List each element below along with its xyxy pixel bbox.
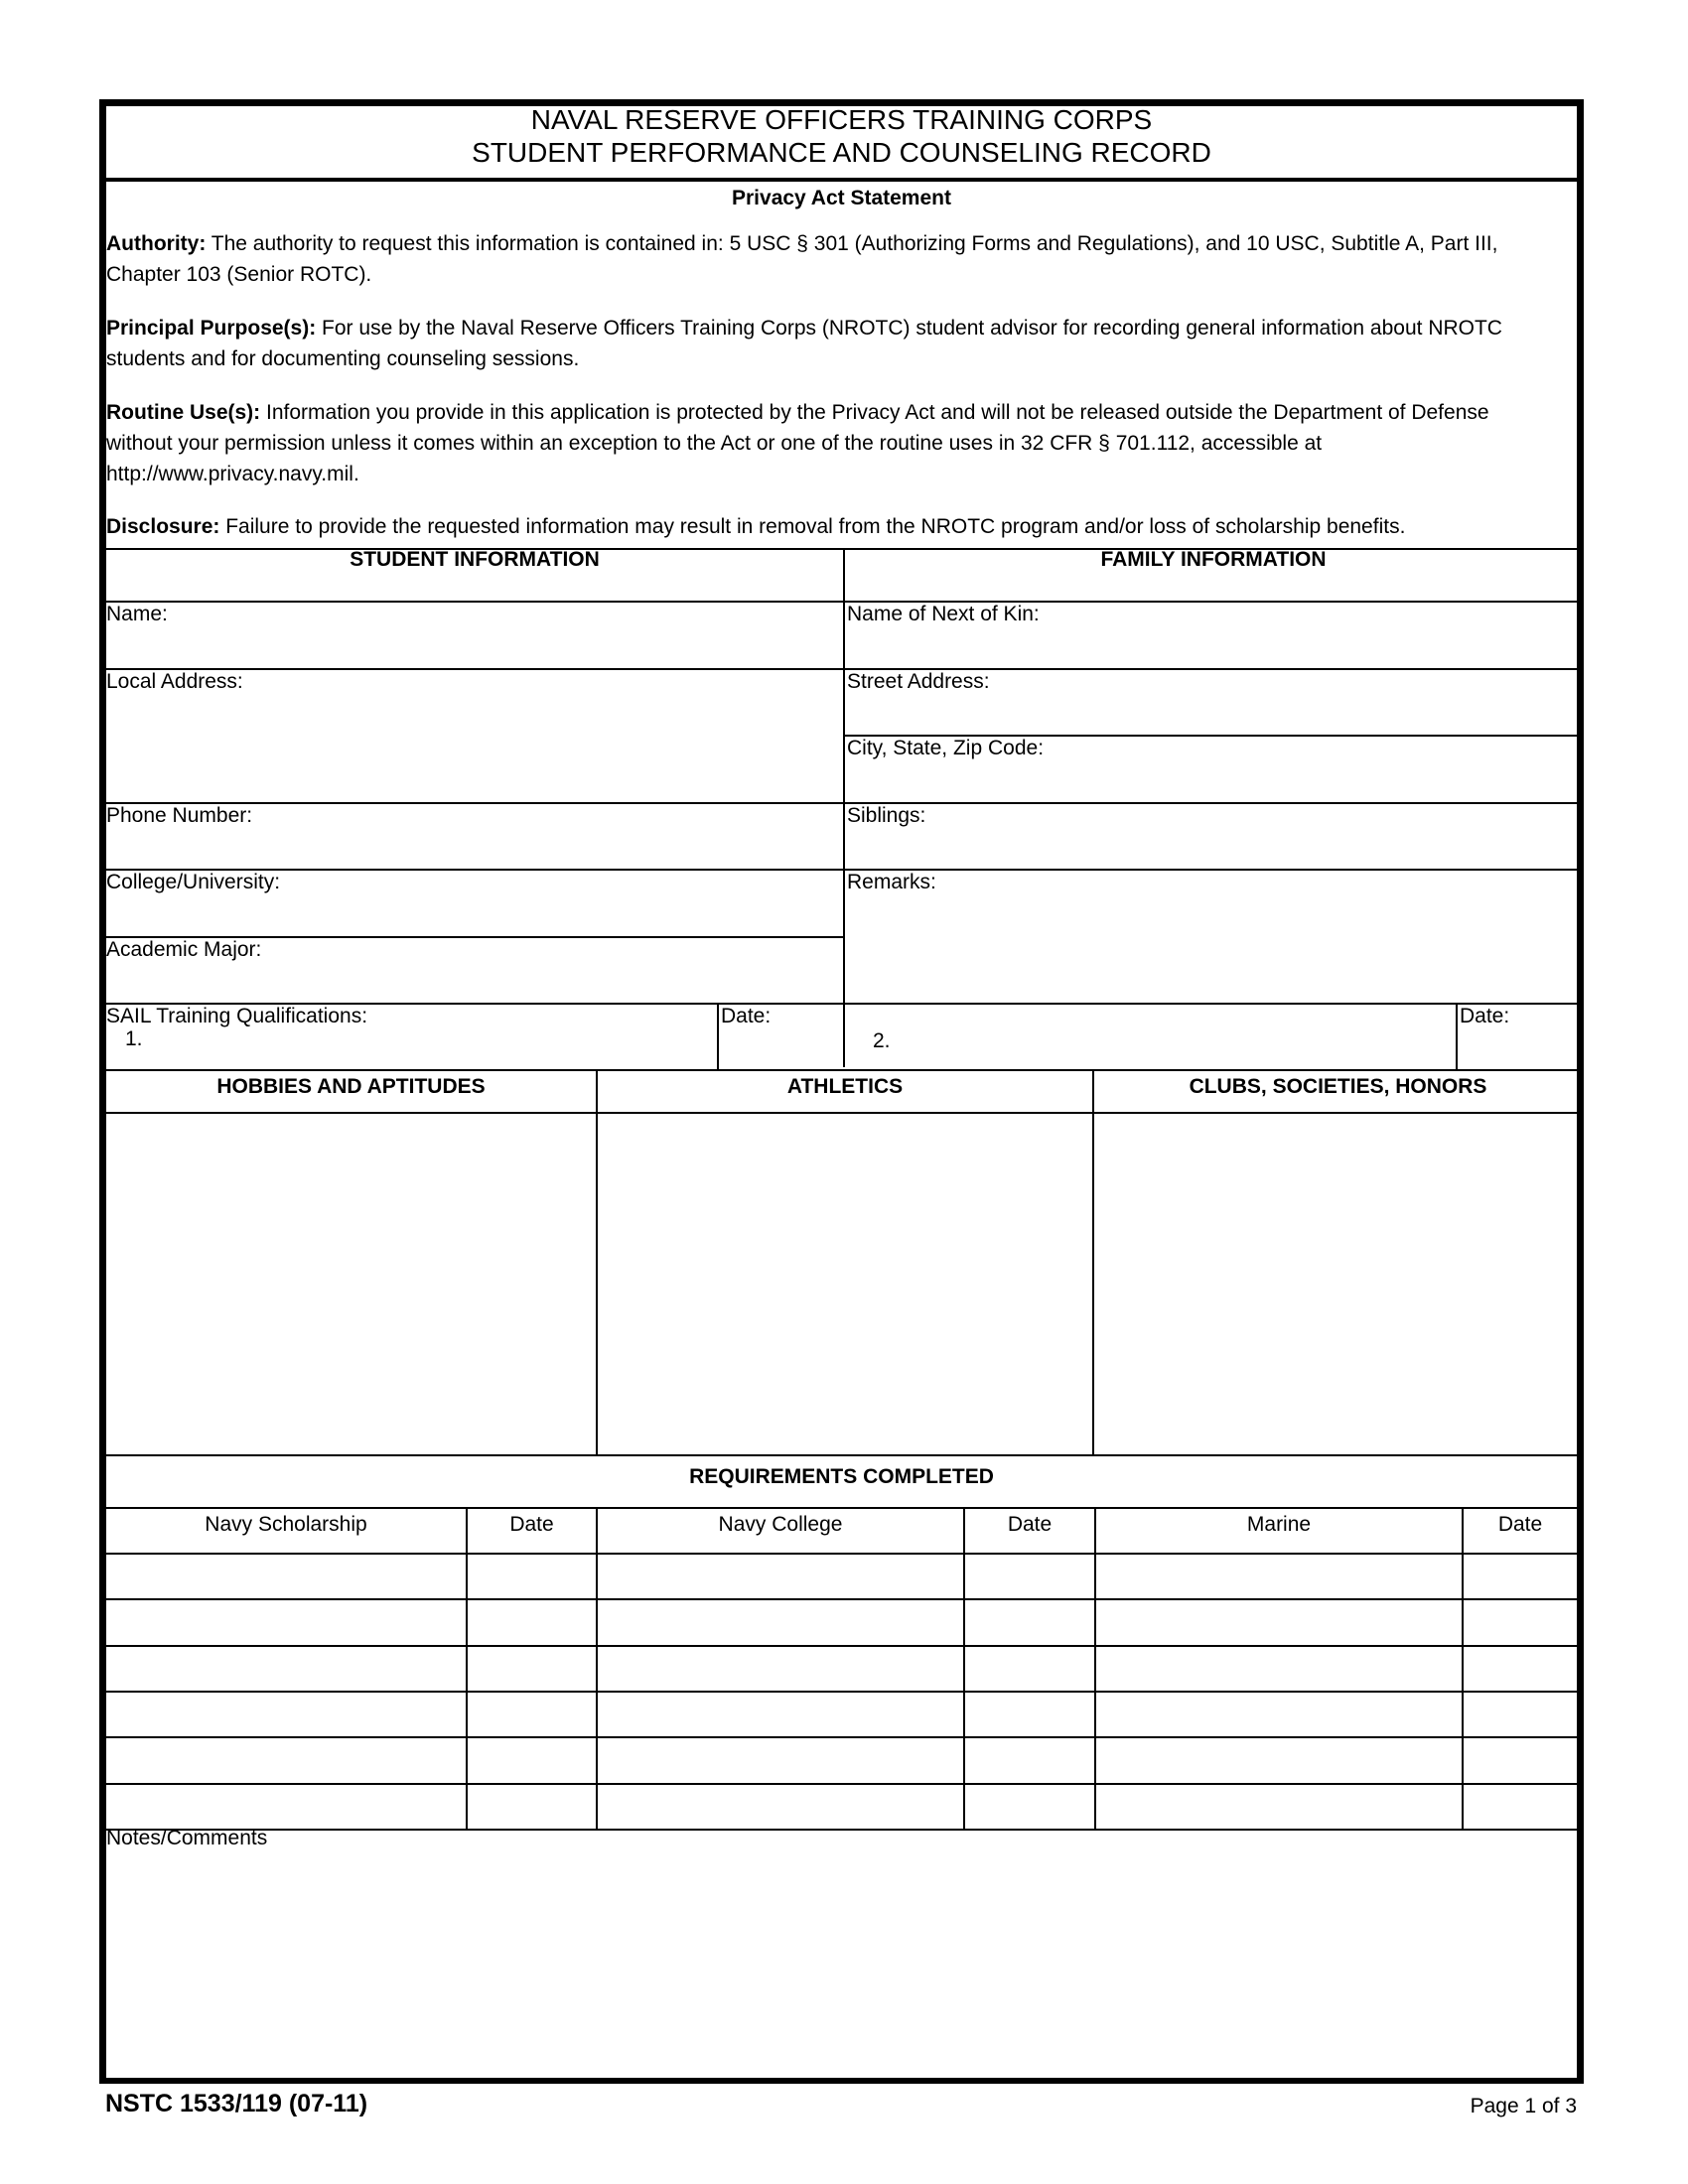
- col-date-2: Date: [1007, 1513, 1053, 1536]
- table-cell-input[interactable]: [1098, 1649, 1458, 1687]
- table-cell[interactable]: [1098, 1649, 1458, 1687]
- table-cell[interactable]: [470, 1557, 592, 1594]
- table-cell[interactable]: [108, 1695, 462, 1732]
- sail-item-2-label: 2.: [873, 1029, 891, 1052]
- table-cell-input[interactable]: [108, 1602, 462, 1640]
- table-cell-input[interactable]: [967, 1649, 1090, 1687]
- col-date-3: Date: [1497, 1513, 1543, 1536]
- remarks-label: Remarks:: [847, 871, 936, 893]
- table-column-line: [1462, 1507, 1464, 1829]
- table-cell[interactable]: [1466, 1649, 1580, 1687]
- city-state-zip-input[interactable]: [847, 763, 1577, 799]
- table-row-line: [104, 1736, 1584, 1738]
- table-cell[interactable]: [1098, 1557, 1458, 1594]
- sail-date-2-field[interactable]: [1460, 1030, 1577, 1066]
- header-divider: [99, 178, 1584, 182]
- sail-qualification-1-input[interactable]: [149, 1026, 710, 1064]
- table-cell[interactable]: [470, 1740, 592, 1778]
- student-info-heading: STUDENT INFORMATION: [350, 548, 600, 571]
- table-cell-input[interactable]: [470, 1557, 592, 1594]
- athletics-field[interactable]: [601, 1116, 1088, 1451]
- notes-field[interactable]: [107, 1852, 1577, 2073]
- col-marine: Marine: [1246, 1513, 1312, 1536]
- table-cell-input[interactable]: [1098, 1602, 1458, 1640]
- table-cell-input[interactable]: [1466, 1695, 1580, 1732]
- sail-qualification-1-field[interactable]: [149, 1026, 710, 1064]
- table-cell[interactable]: [967, 1740, 1090, 1778]
- table-cell-input[interactable]: [1466, 1557, 1580, 1594]
- purpose-paragraph: [106, 313, 1556, 374]
- name-input[interactable]: [106, 629, 836, 665]
- athletics-input[interactable]: [601, 1116, 1088, 1451]
- requirements-header-line: [104, 1507, 1584, 1509]
- table-cell-input[interactable]: [600, 1557, 959, 1594]
- sail-date-2-label: Date:: [1460, 1005, 1510, 1027]
- table-column-line: [963, 1507, 965, 1829]
- table-cell[interactable]: [600, 1740, 959, 1778]
- city-state-zip-label: City, State, Zip Code:: [847, 737, 1045, 759]
- local-address-label: Local Address:: [106, 670, 243, 693]
- table-cell-input[interactable]: [1098, 1740, 1458, 1778]
- table-cell[interactable]: [600, 1602, 959, 1640]
- major-label: Academic Major:: [106, 938, 262, 961]
- table-column-line: [596, 1507, 598, 1829]
- table-cell-input[interactable]: [470, 1695, 592, 1732]
- table-cell-input[interactable]: [967, 1602, 1090, 1640]
- sail-date-1-input[interactable]: [721, 1030, 838, 1066]
- table-cell[interactable]: [108, 1557, 462, 1594]
- table-cell[interactable]: [1466, 1602, 1580, 1640]
- activities-bottom-line: [104, 1454, 1584, 1456]
- table-cell-input[interactable]: [967, 1787, 1090, 1825]
- college-label: College/University:: [106, 871, 281, 893]
- table-cell-input[interactable]: [108, 1787, 462, 1825]
- table-cell-input[interactable]: [600, 1787, 959, 1825]
- sail-label: SAIL Training Qualifications:: [106, 1005, 368, 1027]
- table-cell[interactable]: [600, 1787, 959, 1825]
- table-cell-input[interactable]: [108, 1557, 462, 1594]
- notes-label: Notes/Comments: [106, 1827, 268, 1849]
- table-cell-input[interactable]: [967, 1557, 1090, 1594]
- info-center-divider: [843, 548, 845, 1067]
- table-cell-input[interactable]: [1098, 1695, 1458, 1732]
- table-cell[interactable]: [967, 1695, 1090, 1732]
- table-cell[interactable]: [108, 1602, 462, 1640]
- table-cell-input[interactable]: [108, 1695, 462, 1732]
- table-cell[interactable]: [108, 1787, 462, 1825]
- phone-input[interactable]: [106, 831, 836, 867]
- table-cell[interactable]: [1098, 1695, 1458, 1732]
- form-title-line1: NAVAL RESERVE OFFICERS TRAINING CORPS: [530, 104, 1153, 135]
- street-address-label: Street Address:: [847, 670, 990, 693]
- table-cell-input[interactable]: [1466, 1787, 1580, 1825]
- col-date-1: Date: [509, 1513, 554, 1536]
- table-cell-input[interactable]: [470, 1649, 592, 1687]
- table-cell[interactable]: [470, 1602, 592, 1640]
- table-cell-input[interactable]: [600, 1740, 959, 1778]
- table-column-line: [466, 1507, 468, 1829]
- hobbies-field[interactable]: [107, 1116, 592, 1451]
- name-label: Name:: [106, 603, 168, 625]
- table-cell-input[interactable]: [470, 1740, 592, 1778]
- sail-date-1-label: Date:: [721, 1005, 772, 1027]
- table-cell-input[interactable]: [108, 1740, 462, 1778]
- notes-input[interactable]: [107, 1852, 1577, 2073]
- family-info-heading: FAMILY INFORMATION: [1100, 548, 1327, 571]
- table-cell-input[interactable]: [600, 1695, 959, 1732]
- authority-paragraph: [106, 228, 1556, 290]
- table-cell[interactable]: [108, 1649, 462, 1687]
- table-cell[interactable]: [1098, 1740, 1458, 1778]
- city-state-zip-field[interactable]: [847, 763, 1577, 799]
- table-cell[interactable]: [967, 1787, 1090, 1825]
- table-cell[interactable]: [967, 1557, 1090, 1594]
- sail-qualification-2-input[interactable]: [897, 1026, 1449, 1064]
- clubs-field[interactable]: [1097, 1116, 1577, 1451]
- table-cell[interactable]: [1466, 1740, 1580, 1778]
- authority-text: The authority to request this information is contained in: 5 USC § 301 (Authorizing Forms and Regulations), and 10 USC, Subtitle A, Part III, Chapter 103 (Senior ROTC).: [106, 232, 1498, 286]
- table-row-line: [104, 1598, 1584, 1600]
- major-field[interactable]: [106, 965, 836, 1001]
- athletics-heading: ATHLETICS: [786, 1075, 904, 1098]
- form-number: NSTC 1533/119 (07-11): [105, 2090, 368, 2117]
- siblings-input[interactable]: [847, 831, 1577, 867]
- table-cell[interactable]: [108, 1740, 462, 1778]
- table-cell-input[interactable]: [1466, 1740, 1580, 1778]
- table-row-line: [104, 1691, 1584, 1693]
- routine-text: Information you provide in this application is protected by the Privacy Act and will not be released outside the Department of Defense without your permission unless it comes within an exception to the Act or one of the routine uses in 32 CFR § 701.112, accessible at http://www.privacy.navy.mil.: [106, 401, 1489, 485]
- table-cell[interactable]: [600, 1695, 959, 1732]
- purpose-label: Principal Purpose(s):: [106, 317, 317, 340]
- table-cell-input[interactable]: [1466, 1602, 1580, 1640]
- college-input[interactable]: [106, 897, 836, 933]
- table-row-line: [104, 1553, 1584, 1555]
- street-address-field[interactable]: [847, 697, 1577, 733]
- routine-label: Routine Use(s):: [106, 401, 261, 424]
- clubs-input[interactable]: [1097, 1116, 1577, 1451]
- disclosure-text: Failure to provide the requested information may result in removal from the NROTC program and/or loss of scholarship benefits.: [219, 515, 1406, 538]
- table-row-line: [104, 1829, 1584, 1831]
- hobbies-input[interactable]: [107, 1116, 592, 1451]
- siblings-field[interactable]: [847, 831, 1577, 867]
- table-column-line: [1094, 1507, 1096, 1829]
- sail-qualification-2-field[interactable]: [897, 1026, 1449, 1064]
- clubs-heading: CLUBS, SOCIETIES, HONORS: [1189, 1075, 1487, 1098]
- col-navy-scholarship: Navy Scholarship: [205, 1513, 367, 1536]
- table-cell-input[interactable]: [108, 1649, 462, 1687]
- name-field[interactable]: [106, 629, 836, 665]
- table-cell-input[interactable]: [600, 1649, 959, 1687]
- privacy-heading: Privacy Act Statement: [732, 187, 951, 209]
- table-row-line: [104, 1783, 1584, 1785]
- sail-item-1-label: 1.: [125, 1027, 143, 1050]
- table-cell-input[interactable]: [470, 1602, 592, 1640]
- siblings-label: Siblings:: [847, 804, 926, 827]
- table-cell[interactable]: [470, 1695, 592, 1732]
- form-title-line2: STUDENT PERFORMANCE AND COUNSELING RECORD: [472, 137, 1211, 168]
- local-address-input[interactable]: [106, 697, 836, 798]
- table-cell[interactable]: [967, 1602, 1090, 1640]
- routine-use-paragraph: [106, 397, 1556, 489]
- authority-label: Authority:: [106, 232, 207, 255]
- major-input[interactable]: [106, 965, 836, 1001]
- disclosure-label: Disclosure:: [106, 515, 220, 538]
- hobbies-heading: HOBBIES AND APTITUDES: [216, 1075, 486, 1098]
- table-cell[interactable]: [1466, 1695, 1580, 1732]
- table-cell-input[interactable]: [1098, 1787, 1458, 1825]
- table-cell[interactable]: [470, 1649, 592, 1687]
- next-of-kin-label: Name of Next of Kin:: [847, 603, 1040, 625]
- next-of-kin-field[interactable]: [847, 629, 1577, 665]
- table-cell[interactable]: [1098, 1602, 1458, 1640]
- local-address-field[interactable]: [106, 697, 836, 798]
- street-address-input[interactable]: [847, 697, 1577, 733]
- purpose-text: For use by the Naval Reserve Officers Training Corps (NROTC) student advisor for recording general information about NROTC students and for documenting counseling sessions.: [106, 317, 1502, 370]
- table-cell[interactable]: [600, 1557, 959, 1594]
- table-cell[interactable]: [1466, 1557, 1580, 1594]
- table-cell-input[interactable]: [1098, 1557, 1458, 1594]
- phone-label: Phone Number:: [106, 804, 253, 827]
- sail-date-1-field[interactable]: [721, 1030, 838, 1066]
- info-header-line: [104, 601, 1584, 603]
- next-of-kin-input[interactable]: [847, 629, 1577, 665]
- col-navy-college: Navy College: [718, 1513, 843, 1536]
- table-row-line: [104, 1645, 1584, 1647]
- table-cell-input[interactable]: [470, 1787, 592, 1825]
- table-cell-input[interactable]: [600, 1602, 959, 1640]
- sail-date-2-input[interactable]: [1460, 1030, 1577, 1066]
- remarks-input[interactable]: [847, 897, 1577, 1001]
- table-cell[interactable]: [1098, 1787, 1458, 1825]
- table-cell-input[interactable]: [1466, 1649, 1580, 1687]
- table-cell-input[interactable]: [967, 1695, 1090, 1732]
- table-cell[interactable]: [470, 1787, 592, 1825]
- table-cell[interactable]: [600, 1649, 959, 1687]
- page-number: Page 1 of 3: [1470, 2095, 1577, 2117]
- college-field[interactable]: [106, 897, 836, 933]
- activities-header-line: [104, 1112, 1584, 1114]
- table-cell[interactable]: [967, 1649, 1090, 1687]
- phone-field[interactable]: [106, 831, 836, 867]
- disclosure-paragraph: [106, 511, 1556, 542]
- table-cell[interactable]: [1466, 1787, 1580, 1825]
- requirements-heading: REQUIREMENTS COMPLETED: [689, 1465, 994, 1488]
- table-cell-input[interactable]: [967, 1740, 1090, 1778]
- remarks-field[interactable]: [847, 897, 1577, 1001]
